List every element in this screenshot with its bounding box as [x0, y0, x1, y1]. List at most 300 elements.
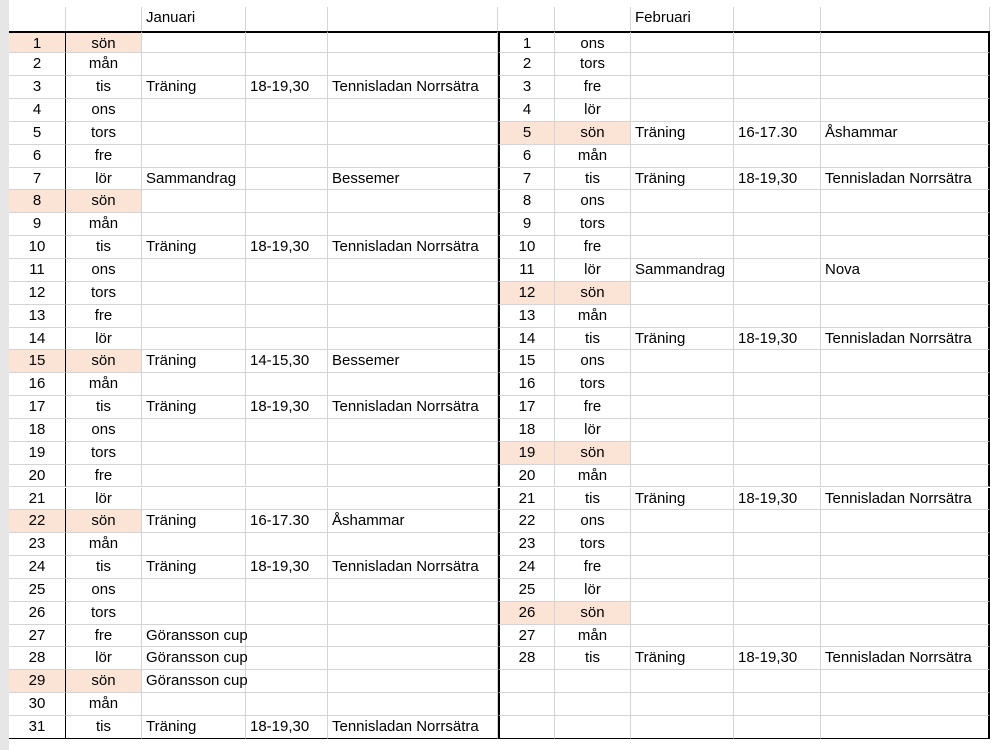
time-cell[interactable]	[246, 625, 328, 648]
time-cell[interactable]	[734, 350, 821, 373]
day-number-cell[interactable]	[498, 716, 555, 739]
place-cell[interactable]	[328, 419, 498, 442]
time-cell[interactable]	[734, 145, 821, 168]
time-cell[interactable]	[734, 373, 821, 396]
day-number-cell[interactable]: 17	[498, 396, 555, 419]
weekday-cell[interactable]: mån	[555, 145, 631, 168]
weekday-cell[interactable]: tis	[555, 488, 631, 511]
activity-cell[interactable]	[142, 305, 246, 328]
time-cell[interactable]	[734, 602, 821, 625]
place-cell[interactable]	[328, 31, 498, 54]
time-cell[interactable]	[734, 533, 821, 556]
place-cell[interactable]	[821, 99, 990, 122]
time-cell[interactable]	[246, 122, 328, 145]
time-cell[interactable]	[734, 76, 821, 99]
place-cell[interactable]: Tennisladan Norrsätra	[328, 76, 498, 99]
day-number-cell[interactable]: 10	[9, 236, 66, 259]
day-number-cell[interactable]: 15	[498, 350, 555, 373]
weekday-cell[interactable]: lör	[555, 419, 631, 442]
weekday-cell[interactable]: fre	[66, 625, 142, 648]
time-cell[interactable]: 18-19,30	[734, 328, 821, 351]
place-cell[interactable]: Tennisladan Norrsätra	[328, 716, 498, 739]
weekday-cell[interactable]: mån	[555, 305, 631, 328]
place-cell[interactable]	[821, 625, 990, 648]
activity-cell[interactable]	[631, 510, 734, 533]
day-number-cell[interactable]: 26	[9, 602, 66, 625]
weekday-cell[interactable]: ons	[66, 259, 142, 282]
place-cell[interactable]: Tennisladan Norrsätra	[328, 556, 498, 579]
activity-cell[interactable]	[631, 396, 734, 419]
day-number-cell[interactable]: 5	[498, 122, 555, 145]
day-number-cell[interactable]: 10	[498, 236, 555, 259]
day-number-cell[interactable]: 1	[498, 31, 555, 54]
time-cell[interactable]	[246, 533, 328, 556]
time-cell[interactable]	[734, 213, 821, 236]
weekday-cell[interactable]: mån	[66, 533, 142, 556]
activity-cell[interactable]	[631, 693, 734, 716]
place-cell[interactable]	[328, 99, 498, 122]
day-number-cell[interactable]: 4	[498, 99, 555, 122]
weekday-cell[interactable]: tors	[66, 122, 142, 145]
time-cell[interactable]	[734, 442, 821, 465]
weekday-cell[interactable]: ons	[555, 31, 631, 54]
time-cell[interactable]	[246, 99, 328, 122]
weekday-cell[interactable]: tis	[66, 396, 142, 419]
weekday-cell[interactable]: tors	[555, 533, 631, 556]
time-cell[interactable]	[246, 53, 328, 76]
time-cell[interactable]	[246, 213, 328, 236]
time-cell[interactable]	[734, 556, 821, 579]
place-cell[interactable]	[821, 282, 990, 305]
day-number-cell[interactable]: 13	[498, 305, 555, 328]
weekday-cell[interactable]: tis	[555, 168, 631, 191]
time-cell[interactable]	[246, 693, 328, 716]
day-number-cell[interactable]: 24	[498, 556, 555, 579]
activity-cell[interactable]	[142, 190, 246, 213]
day-number-cell[interactable]: 31	[9, 716, 66, 739]
day-number-cell[interactable]: 3	[9, 76, 66, 99]
time-cell[interactable]	[734, 282, 821, 305]
time-cell[interactable]	[246, 465, 328, 488]
day-number-cell[interactable]: 23	[9, 533, 66, 556]
place-cell[interactable]	[821, 602, 990, 625]
day-number-cell[interactable]: 7	[498, 168, 555, 191]
activity-cell[interactable]	[142, 282, 246, 305]
day-number-cell[interactable]: 15	[9, 350, 66, 373]
weekday-cell[interactable]: sön	[66, 510, 142, 533]
day-number-cell[interactable]: 25	[498, 579, 555, 602]
day-number-cell[interactable]: 21	[498, 488, 555, 511]
place-cell[interactable]	[328, 53, 498, 76]
weekday-cell[interactable]: sön	[555, 602, 631, 625]
activity-cell[interactable]	[631, 625, 734, 648]
time-cell[interactable]	[246, 670, 328, 693]
weekday-cell[interactable]: fre	[66, 465, 142, 488]
day-number-cell[interactable]: 13	[9, 305, 66, 328]
day-number-cell[interactable]: 11	[498, 259, 555, 282]
header-cell[interactable]	[555, 7, 631, 31]
activity-cell[interactable]: Träning	[631, 647, 734, 670]
activity-cell[interactable]: Träning	[631, 488, 734, 511]
place-cell[interactable]	[821, 670, 990, 693]
place-cell[interactable]	[821, 236, 990, 259]
place-cell[interactable]	[328, 190, 498, 213]
weekday-cell[interactable]: mån	[555, 465, 631, 488]
weekday-cell[interactable]: tis	[66, 76, 142, 99]
day-number-cell[interactable]: 16	[9, 373, 66, 396]
activity-cell[interactable]	[142, 145, 246, 168]
weekday-cell[interactable]: lör	[555, 579, 631, 602]
time-cell[interactable]	[734, 579, 821, 602]
time-cell[interactable]	[734, 693, 821, 716]
weekday-cell[interactable]	[555, 670, 631, 693]
activity-cell[interactable]	[142, 419, 246, 442]
time-cell[interactable]	[246, 168, 328, 191]
time-cell[interactable]	[734, 670, 821, 693]
day-number-cell[interactable]: 20	[498, 465, 555, 488]
activity-cell[interactable]: Träning	[631, 122, 734, 145]
time-cell[interactable]	[246, 602, 328, 625]
day-number-cell[interactable]: 29	[9, 670, 66, 693]
weekday-cell[interactable]: tis	[66, 236, 142, 259]
place-cell[interactable]: Tennisladan Norrsätra	[328, 396, 498, 419]
day-number-cell[interactable]: 19	[9, 442, 66, 465]
day-number-cell[interactable]: 4	[9, 99, 66, 122]
time-cell[interactable]	[734, 396, 821, 419]
weekday-cell[interactable]: sön	[555, 442, 631, 465]
day-number-cell[interactable]: 30	[9, 693, 66, 716]
activity-cell[interactable]: Träning	[631, 168, 734, 191]
place-cell[interactable]	[328, 488, 498, 511]
day-number-cell[interactable]: 21	[9, 488, 66, 511]
weekday-cell[interactable]: tis	[555, 647, 631, 670]
weekday-cell[interactable]: fre	[66, 305, 142, 328]
day-number-cell[interactable]: 14	[9, 328, 66, 351]
activity-cell[interactable]	[631, 442, 734, 465]
day-number-cell[interactable]: 22	[9, 510, 66, 533]
activity-cell[interactable]	[631, 31, 734, 54]
weekday-cell[interactable]: lör	[66, 647, 142, 670]
activity-cell[interactable]: Träning	[142, 396, 246, 419]
header-cell[interactable]	[821, 7, 990, 31]
weekday-cell[interactable]: sön	[66, 31, 142, 54]
activity-cell[interactable]	[142, 373, 246, 396]
weekday-cell[interactable]: fre	[555, 76, 631, 99]
weekday-cell[interactable]: ons	[66, 419, 142, 442]
activity-cell[interactable]	[142, 213, 246, 236]
weekday-cell[interactable]: fre	[66, 145, 142, 168]
day-number-cell[interactable]: 24	[9, 556, 66, 579]
activity-cell[interactable]	[631, 99, 734, 122]
time-cell[interactable]	[246, 647, 328, 670]
weekday-cell[interactable]: tis	[66, 556, 142, 579]
time-cell[interactable]: 18-19,30	[246, 76, 328, 99]
place-cell[interactable]: Åshammar	[821, 122, 990, 145]
day-number-cell[interactable]: 6	[498, 145, 555, 168]
place-cell[interactable]	[328, 579, 498, 602]
weekday-cell[interactable]: lör	[66, 488, 142, 511]
day-number-cell[interactable]: 27	[9, 625, 66, 648]
activity-cell[interactable]	[142, 488, 246, 511]
day-number-cell[interactable]: 23	[498, 533, 555, 556]
time-cell[interactable]	[734, 190, 821, 213]
activity-cell[interactable]	[631, 533, 734, 556]
place-cell[interactable]	[821, 396, 990, 419]
activity-cell[interactable]: Träning	[631, 328, 734, 351]
activity-cell[interactable]	[631, 76, 734, 99]
place-cell[interactable]	[328, 328, 498, 351]
activity-cell[interactable]: Sammandrag	[631, 259, 734, 282]
time-cell[interactable]: 18-19,30	[246, 396, 328, 419]
time-cell[interactable]	[734, 716, 821, 739]
place-cell[interactable]: Tennisladan Norrsätra	[821, 647, 990, 670]
day-number-cell[interactable]: 1	[9, 31, 66, 54]
activity-cell[interactable]	[142, 259, 246, 282]
weekday-cell[interactable]: tors	[555, 373, 631, 396]
day-number-cell[interactable]: 25	[9, 579, 66, 602]
place-cell[interactable]	[328, 305, 498, 328]
weekday-cell[interactable]: mån	[66, 53, 142, 76]
time-cell[interactable]	[734, 53, 821, 76]
time-cell[interactable]	[734, 259, 821, 282]
place-cell[interactable]	[821, 556, 990, 579]
time-cell[interactable]: 18-19,30	[734, 488, 821, 511]
place-cell[interactable]	[328, 442, 498, 465]
place-cell[interactable]	[328, 465, 498, 488]
day-number-cell[interactable]: 18	[498, 419, 555, 442]
day-number-cell[interactable]: 6	[9, 145, 66, 168]
time-cell[interactable]: 18-19,30	[246, 236, 328, 259]
weekday-cell[interactable]: ons	[66, 99, 142, 122]
header-cell[interactable]	[734, 7, 821, 31]
place-cell[interactable]: Tennisladan Norrsätra	[328, 236, 498, 259]
activity-cell[interactable]	[142, 465, 246, 488]
time-cell[interactable]	[246, 31, 328, 54]
activity-cell[interactable]	[142, 53, 246, 76]
weekday-cell[interactable]: lör	[66, 328, 142, 351]
weekday-cell[interactable]: tors	[66, 282, 142, 305]
activity-cell[interactable]	[142, 579, 246, 602]
weekday-cell[interactable]: ons	[555, 510, 631, 533]
activity-cell[interactable]	[142, 122, 246, 145]
activity-cell[interactable]	[631, 145, 734, 168]
place-cell[interactable]	[821, 533, 990, 556]
activity-cell[interactable]	[142, 693, 246, 716]
activity-cell[interactable]: Sammandrag	[142, 168, 246, 191]
day-number-cell[interactable]: 16	[498, 373, 555, 396]
weekday-cell[interactable]: fre	[555, 396, 631, 419]
place-cell[interactable]	[821, 31, 990, 54]
time-cell[interactable]	[734, 465, 821, 488]
activity-cell[interactable]	[631, 53, 734, 76]
activity-cell[interactable]: Träning	[142, 556, 246, 579]
day-number-cell[interactable]: 28	[498, 647, 555, 670]
time-cell[interactable]: 18-19,30	[734, 168, 821, 191]
place-cell[interactable]	[328, 282, 498, 305]
weekday-cell[interactable]: mån	[66, 373, 142, 396]
day-number-cell[interactable]	[498, 693, 555, 716]
place-cell[interactable]	[328, 693, 498, 716]
day-number-cell[interactable]: 22	[498, 510, 555, 533]
weekday-cell[interactable]: tors	[555, 53, 631, 76]
weekday-cell[interactable]: ons	[555, 190, 631, 213]
activity-cell[interactable]	[631, 236, 734, 259]
day-number-cell[interactable]: 14	[498, 328, 555, 351]
day-number-cell[interactable]: 3	[498, 76, 555, 99]
place-cell[interactable]	[821, 419, 990, 442]
place-cell[interactable]: Bessemer	[328, 350, 498, 373]
day-number-cell[interactable]	[498, 670, 555, 693]
activity-cell[interactable]	[631, 602, 734, 625]
activity-cell[interactable]	[631, 305, 734, 328]
activity-cell[interactable]	[142, 442, 246, 465]
day-number-cell[interactable]: 19	[498, 442, 555, 465]
weekday-cell[interactable]: tors	[555, 213, 631, 236]
header-cell[interactable]	[498, 7, 555, 31]
time-cell[interactable]	[246, 442, 328, 465]
place-cell[interactable]	[328, 373, 498, 396]
day-number-cell[interactable]: 2	[9, 53, 66, 76]
time-cell[interactable]	[246, 190, 328, 213]
activity-cell[interactable]	[631, 282, 734, 305]
time-cell[interactable]	[246, 419, 328, 442]
day-number-cell[interactable]: 7	[9, 168, 66, 191]
weekday-cell[interactable]: sön	[555, 122, 631, 145]
day-number-cell[interactable]: 28	[9, 647, 66, 670]
time-cell[interactable]	[734, 625, 821, 648]
day-number-cell[interactable]: 9	[9, 213, 66, 236]
activity-cell[interactable]: Göransson cup	[142, 670, 246, 693]
place-cell[interactable]	[821, 716, 990, 739]
place-cell[interactable]	[821, 53, 990, 76]
activity-cell[interactable]: Göransson cup	[142, 625, 246, 648]
time-cell[interactable]	[246, 488, 328, 511]
weekday-cell[interactable]: ons	[66, 579, 142, 602]
day-number-cell[interactable]: 17	[9, 396, 66, 419]
time-cell[interactable]: 14-15,30	[246, 350, 328, 373]
activity-cell[interactable]: Träning	[142, 716, 246, 739]
activity-cell[interactable]	[631, 213, 734, 236]
time-cell[interactable]: 18-19,30	[246, 716, 328, 739]
place-cell[interactable]	[328, 670, 498, 693]
time-cell[interactable]	[734, 31, 821, 54]
time-cell[interactable]	[734, 510, 821, 533]
time-cell[interactable]: 16-17.30	[734, 122, 821, 145]
time-cell[interactable]	[246, 282, 328, 305]
weekday-cell[interactable]: lör	[555, 259, 631, 282]
weekday-cell[interactable]: tis	[555, 328, 631, 351]
time-cell[interactable]	[246, 328, 328, 351]
day-number-cell[interactable]: 18	[9, 419, 66, 442]
weekday-cell[interactable]: sön	[66, 350, 142, 373]
place-cell[interactable]: Bessemer	[328, 168, 498, 191]
activity-cell[interactable]	[631, 716, 734, 739]
time-cell[interactable]	[734, 236, 821, 259]
weekday-cell[interactable]: sön	[555, 282, 631, 305]
place-cell[interactable]	[821, 213, 990, 236]
time-cell[interactable]	[246, 259, 328, 282]
activity-cell[interactable]	[631, 373, 734, 396]
weekday-cell[interactable]: fre	[555, 236, 631, 259]
weekday-cell[interactable]: tors	[66, 442, 142, 465]
place-cell[interactable]: Nova	[821, 259, 990, 282]
place-cell[interactable]	[328, 122, 498, 145]
header-cell[interactable]	[246, 7, 328, 31]
activity-cell[interactable]	[631, 350, 734, 373]
time-cell[interactable]: 16-17.30	[246, 510, 328, 533]
activity-cell[interactable]	[142, 31, 246, 54]
weekday-cell[interactable]: sön	[66, 670, 142, 693]
activity-cell[interactable]	[142, 602, 246, 625]
time-cell[interactable]	[246, 145, 328, 168]
activity-cell[interactable]	[631, 465, 734, 488]
activity-cell[interactable]	[631, 419, 734, 442]
weekday-cell[interactable]	[555, 693, 631, 716]
day-number-cell[interactable]: 8	[9, 190, 66, 213]
weekday-cell[interactable]: mån	[66, 213, 142, 236]
place-cell[interactable]: Tennisladan Norrsätra	[821, 488, 990, 511]
activity-cell[interactable]: Träning	[142, 236, 246, 259]
day-number-cell[interactable]: 8	[498, 190, 555, 213]
weekday-cell[interactable]: sön	[66, 190, 142, 213]
place-cell[interactable]	[821, 442, 990, 465]
weekday-cell[interactable]: mån	[555, 625, 631, 648]
day-number-cell[interactable]: 27	[498, 625, 555, 648]
place-cell[interactable]	[821, 465, 990, 488]
place-cell[interactable]	[821, 190, 990, 213]
place-cell[interactable]	[328, 533, 498, 556]
activity-cell[interactable]: Göransson cup	[142, 647, 246, 670]
place-cell[interactable]	[821, 305, 990, 328]
activity-cell[interactable]	[631, 670, 734, 693]
activity-cell[interactable]: Träning	[142, 76, 246, 99]
header-cell[interactable]	[328, 7, 498, 31]
activity-cell[interactable]	[631, 190, 734, 213]
time-cell[interactable]	[734, 305, 821, 328]
activity-cell[interactable]	[142, 328, 246, 351]
day-number-cell[interactable]: 26	[498, 602, 555, 625]
weekday-cell[interactable]: tors	[66, 602, 142, 625]
time-cell[interactable]: 18-19,30	[734, 647, 821, 670]
activity-cell[interactable]	[142, 533, 246, 556]
place-cell[interactable]	[328, 625, 498, 648]
weekday-cell[interactable]: tis	[66, 716, 142, 739]
day-number-cell[interactable]: 12	[9, 282, 66, 305]
activity-cell[interactable]	[631, 579, 734, 602]
place-cell[interactable]	[821, 373, 990, 396]
header-cell[interactable]	[66, 7, 142, 31]
weekday-cell[interactable]: lör	[555, 99, 631, 122]
place-cell[interactable]: Åshammar	[328, 510, 498, 533]
place-cell[interactable]: Tennisladan Norrsätra	[821, 328, 990, 351]
weekday-cell[interactable]: ons	[555, 350, 631, 373]
activity-cell[interactable]: Träning	[142, 350, 246, 373]
day-number-cell[interactable]: 2	[498, 53, 555, 76]
place-cell[interactable]	[328, 213, 498, 236]
place-cell[interactable]: Tennisladan Norrsätra	[821, 168, 990, 191]
activity-cell[interactable]: Träning	[142, 510, 246, 533]
place-cell[interactable]	[328, 602, 498, 625]
time-cell[interactable]	[246, 305, 328, 328]
day-number-cell[interactable]: 9	[498, 213, 555, 236]
weekday-cell[interactable]: fre	[555, 556, 631, 579]
place-cell[interactable]	[821, 693, 990, 716]
place-cell[interactable]	[328, 647, 498, 670]
place-cell[interactable]	[328, 145, 498, 168]
activity-cell[interactable]	[142, 99, 246, 122]
place-cell[interactable]	[328, 259, 498, 282]
day-number-cell[interactable]: 20	[9, 465, 66, 488]
